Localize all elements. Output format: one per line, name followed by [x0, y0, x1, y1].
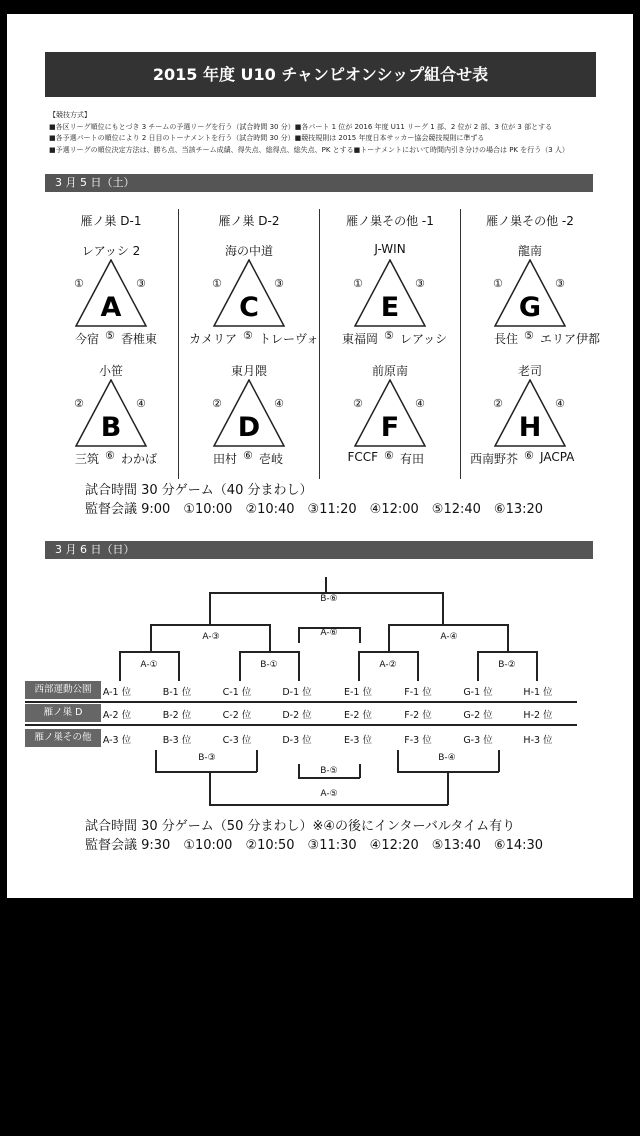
- rank-slot: C-1 位: [222, 687, 252, 698]
- bracket-label-semi-right: A-④: [440, 632, 458, 642]
- team-left: 三筑: [74, 452, 99, 466]
- day2-game-time: 試合時間 30 分ゲーム（50 分まわし）※④の後にインターバルタイム有り: [85, 819, 516, 834]
- league-letter: C: [239, 292, 259, 323]
- page-title: 2015 年度 U10 チャンピオンシップ組合せ表: [45, 52, 596, 97]
- rule-line: ■予選リーグの順位決定方法は、勝ち点、当該チーム成績、得失点、総得点、総失点、PK とする■トーナメントにおいて時間内引き分けの場合は PK を行う（3 人）: [49, 145, 569, 154]
- league-letter: F: [380, 412, 400, 443]
- group-title: 雁ノ巣 D-2: [218, 214, 280, 228]
- bracket-label-final: B-⑥: [320, 594, 338, 604]
- league-triangle: [75, 259, 147, 327]
- competition-rules: [49, 110, 569, 156]
- bracket-label-low-right: B-④: [438, 753, 456, 763]
- bracket-label-third: A-⑥: [320, 628, 338, 638]
- league-triangle: [354, 259, 426, 327]
- group-divider: [178, 209, 179, 479]
- team-right: レアッシ: [400, 332, 448, 346]
- day1-date-bar: 3 月 5 日（土）: [45, 174, 593, 192]
- day2-date-bar: 3 月 6 日（日）: [45, 541, 593, 559]
- rank-slot: A-1 位: [102, 687, 132, 698]
- team-right: 壱岐: [259, 452, 284, 466]
- rank-slot: H-1 位: [523, 687, 553, 698]
- match-number-left: ①: [493, 277, 503, 290]
- team-top: 龍南: [517, 244, 542, 258]
- rank-slot: F-3 位: [404, 735, 432, 746]
- rank-slot: G-3 位: [463, 735, 493, 746]
- match-number-right: ③: [415, 277, 425, 290]
- rank-slot: E-1 位: [344, 687, 372, 698]
- rank-slot: G-2 位: [463, 710, 493, 721]
- bracket-label-low-mid: B-⑤: [320, 766, 338, 776]
- rank-slot: F-1 位: [404, 687, 432, 698]
- group-title: 雁ノ巣その他 -1: [346, 214, 434, 228]
- rule-line: ■各予選パートの順位により 2 日目のトーナメントを行う（試合時間 30 分）■競技規則は 2015 年度日本サッカー協会競技規則に準ずる: [49, 134, 485, 143]
- team-left: FCCF: [347, 450, 378, 464]
- match-number-right: ③: [136, 277, 146, 290]
- match-number-right: ③: [555, 277, 565, 290]
- rank-slot: C-3 位: [222, 735, 252, 746]
- team-left: カメリア: [188, 332, 237, 346]
- league-triangle: [354, 379, 426, 447]
- team-top: 小笹: [98, 364, 123, 378]
- rank-slot: D-2 位: [282, 710, 312, 721]
- team-left: 長住: [493, 332, 518, 346]
- rank-slot: H-3 位: [523, 735, 553, 746]
- league-letter: G: [518, 292, 542, 323]
- league-triangle: [494, 259, 566, 327]
- rank-slot: B-2 位: [162, 710, 192, 721]
- bracket-label-low-final: A-⑤: [320, 789, 338, 799]
- match-number-bottom: ⑥: [105, 449, 115, 462]
- rules-heading: 【競技方式】: [49, 111, 91, 119]
- bracket-label-q2: B-①: [260, 660, 278, 670]
- rank-slot: F-2 位: [404, 710, 432, 721]
- match-number-right: ③: [274, 277, 284, 290]
- day2-meeting-schedule: 監督会議 9:30 ①10:00 ②10:50 ③11:30 ④12:20 ⑤13:40 ⑥14:30: [85, 838, 544, 853]
- team-right: わかば: [121, 452, 158, 466]
- team-right: 有田: [400, 452, 425, 466]
- team-top: レアッシ 2: [81, 244, 141, 258]
- match-number-bottom: ⑤: [105, 329, 115, 342]
- team-left: 西南野芥: [469, 452, 518, 466]
- rank-slot: A-3 位: [102, 735, 132, 746]
- venue-label: 雁ノ巣その他: [25, 729, 101, 747]
- team-top: 老司: [517, 364, 542, 378]
- rank-slot: H-2 位: [523, 710, 553, 721]
- group-title: 雁ノ巣 D-1: [80, 214, 142, 228]
- match-number-right: ④: [136, 397, 146, 410]
- rank-slot: B-1 位: [162, 687, 192, 698]
- rule-line: ■各区リーグ順位にもとづき 3 チームの予選リーグを行う（試合時間 30 分）■各パート 1 位が 2016 年度 U11 リーグ 1 部、2 位が 2 部、3 位が 3 部とする: [49, 122, 553, 131]
- rank-slot: E-2 位: [344, 710, 372, 721]
- group-divider: [319, 209, 320, 479]
- match-number-bottom: ⑥: [243, 449, 253, 462]
- rank-slot: E-3 位: [344, 735, 372, 746]
- bracket-label-q3: A-②: [379, 660, 397, 670]
- match-number-left: ①: [74, 277, 84, 290]
- bracket-label-semi-left: A-③: [202, 632, 220, 642]
- league-letter: H: [518, 412, 542, 443]
- team-left: 今宿: [74, 332, 99, 346]
- day2-summary: [85, 817, 543, 855]
- match-number-left: ②: [74, 397, 84, 410]
- league-triangle: [213, 379, 285, 447]
- group-title: 雁ノ巣その他 -2: [486, 214, 574, 228]
- bracket-label-q4: B-②: [498, 660, 516, 670]
- venue-label: 雁ノ巣 D: [25, 704, 101, 722]
- rank-slot: G-1 位: [463, 687, 493, 698]
- day1-game-time: 試合時間 30 分ゲーム（40 分まわし）: [85, 483, 313, 498]
- bracket-label-low-left: B-③: [198, 753, 216, 763]
- day1-summary: [85, 481, 543, 519]
- group-divider: [460, 209, 461, 479]
- rank-slot: B-3 位: [162, 735, 192, 746]
- match-number-left: ②: [212, 397, 222, 410]
- team-right: JACPA: [540, 450, 575, 464]
- match-number-bottom: ⑥: [524, 449, 534, 462]
- match-number-right: ④: [415, 397, 425, 410]
- team-left: 田村: [212, 452, 237, 466]
- league-letter: D: [237, 412, 261, 443]
- bracket-label-q1: A-①: [140, 660, 158, 670]
- venue-label: 西部運動公園: [25, 681, 101, 699]
- league-triangle: [494, 379, 566, 447]
- match-number-right: ④: [555, 397, 565, 410]
- match-number-left: ①: [212, 277, 222, 290]
- match-number-left: ①: [353, 277, 363, 290]
- league-letter: E: [380, 292, 400, 323]
- team-top: J-WIN: [374, 242, 406, 256]
- rank-slot: A-2 位: [102, 710, 132, 721]
- team-right: エリア伊都: [540, 332, 601, 346]
- league-triangle: [213, 259, 285, 327]
- match-number-right: ④: [274, 397, 284, 410]
- match-number-bottom: ⑤: [384, 329, 394, 342]
- rank-slot: D-3 位: [282, 735, 312, 746]
- rank-slot: D-1 位: [282, 687, 312, 698]
- match-number-bottom: ⑤: [243, 329, 253, 342]
- league-triangle: [75, 379, 147, 447]
- match-number-left: ②: [353, 397, 363, 410]
- league-letter: B: [100, 412, 122, 443]
- team-right: トレーヴォ: [259, 332, 319, 346]
- match-number-bottom: ⑥: [384, 449, 394, 462]
- day1-meeting-schedule: 監督会議 9:00 ①10:00 ②10:40 ③11:20 ④12:00 ⑤12:40 ⑥13:20: [85, 502, 544, 517]
- match-number-left: ②: [493, 397, 503, 410]
- team-top: 東月隈: [230, 364, 267, 378]
- team-right: 香椎東: [121, 332, 158, 346]
- team-top: 前原南: [371, 364, 408, 378]
- rank-slot: C-2 位: [222, 710, 252, 721]
- league-letter: A: [100, 292, 122, 323]
- schedule-sheet: [7, 14, 633, 898]
- team-top: 海の中道: [224, 244, 273, 258]
- match-number-bottom: ⑤: [524, 329, 534, 342]
- team-left: 東福岡: [341, 332, 378, 346]
